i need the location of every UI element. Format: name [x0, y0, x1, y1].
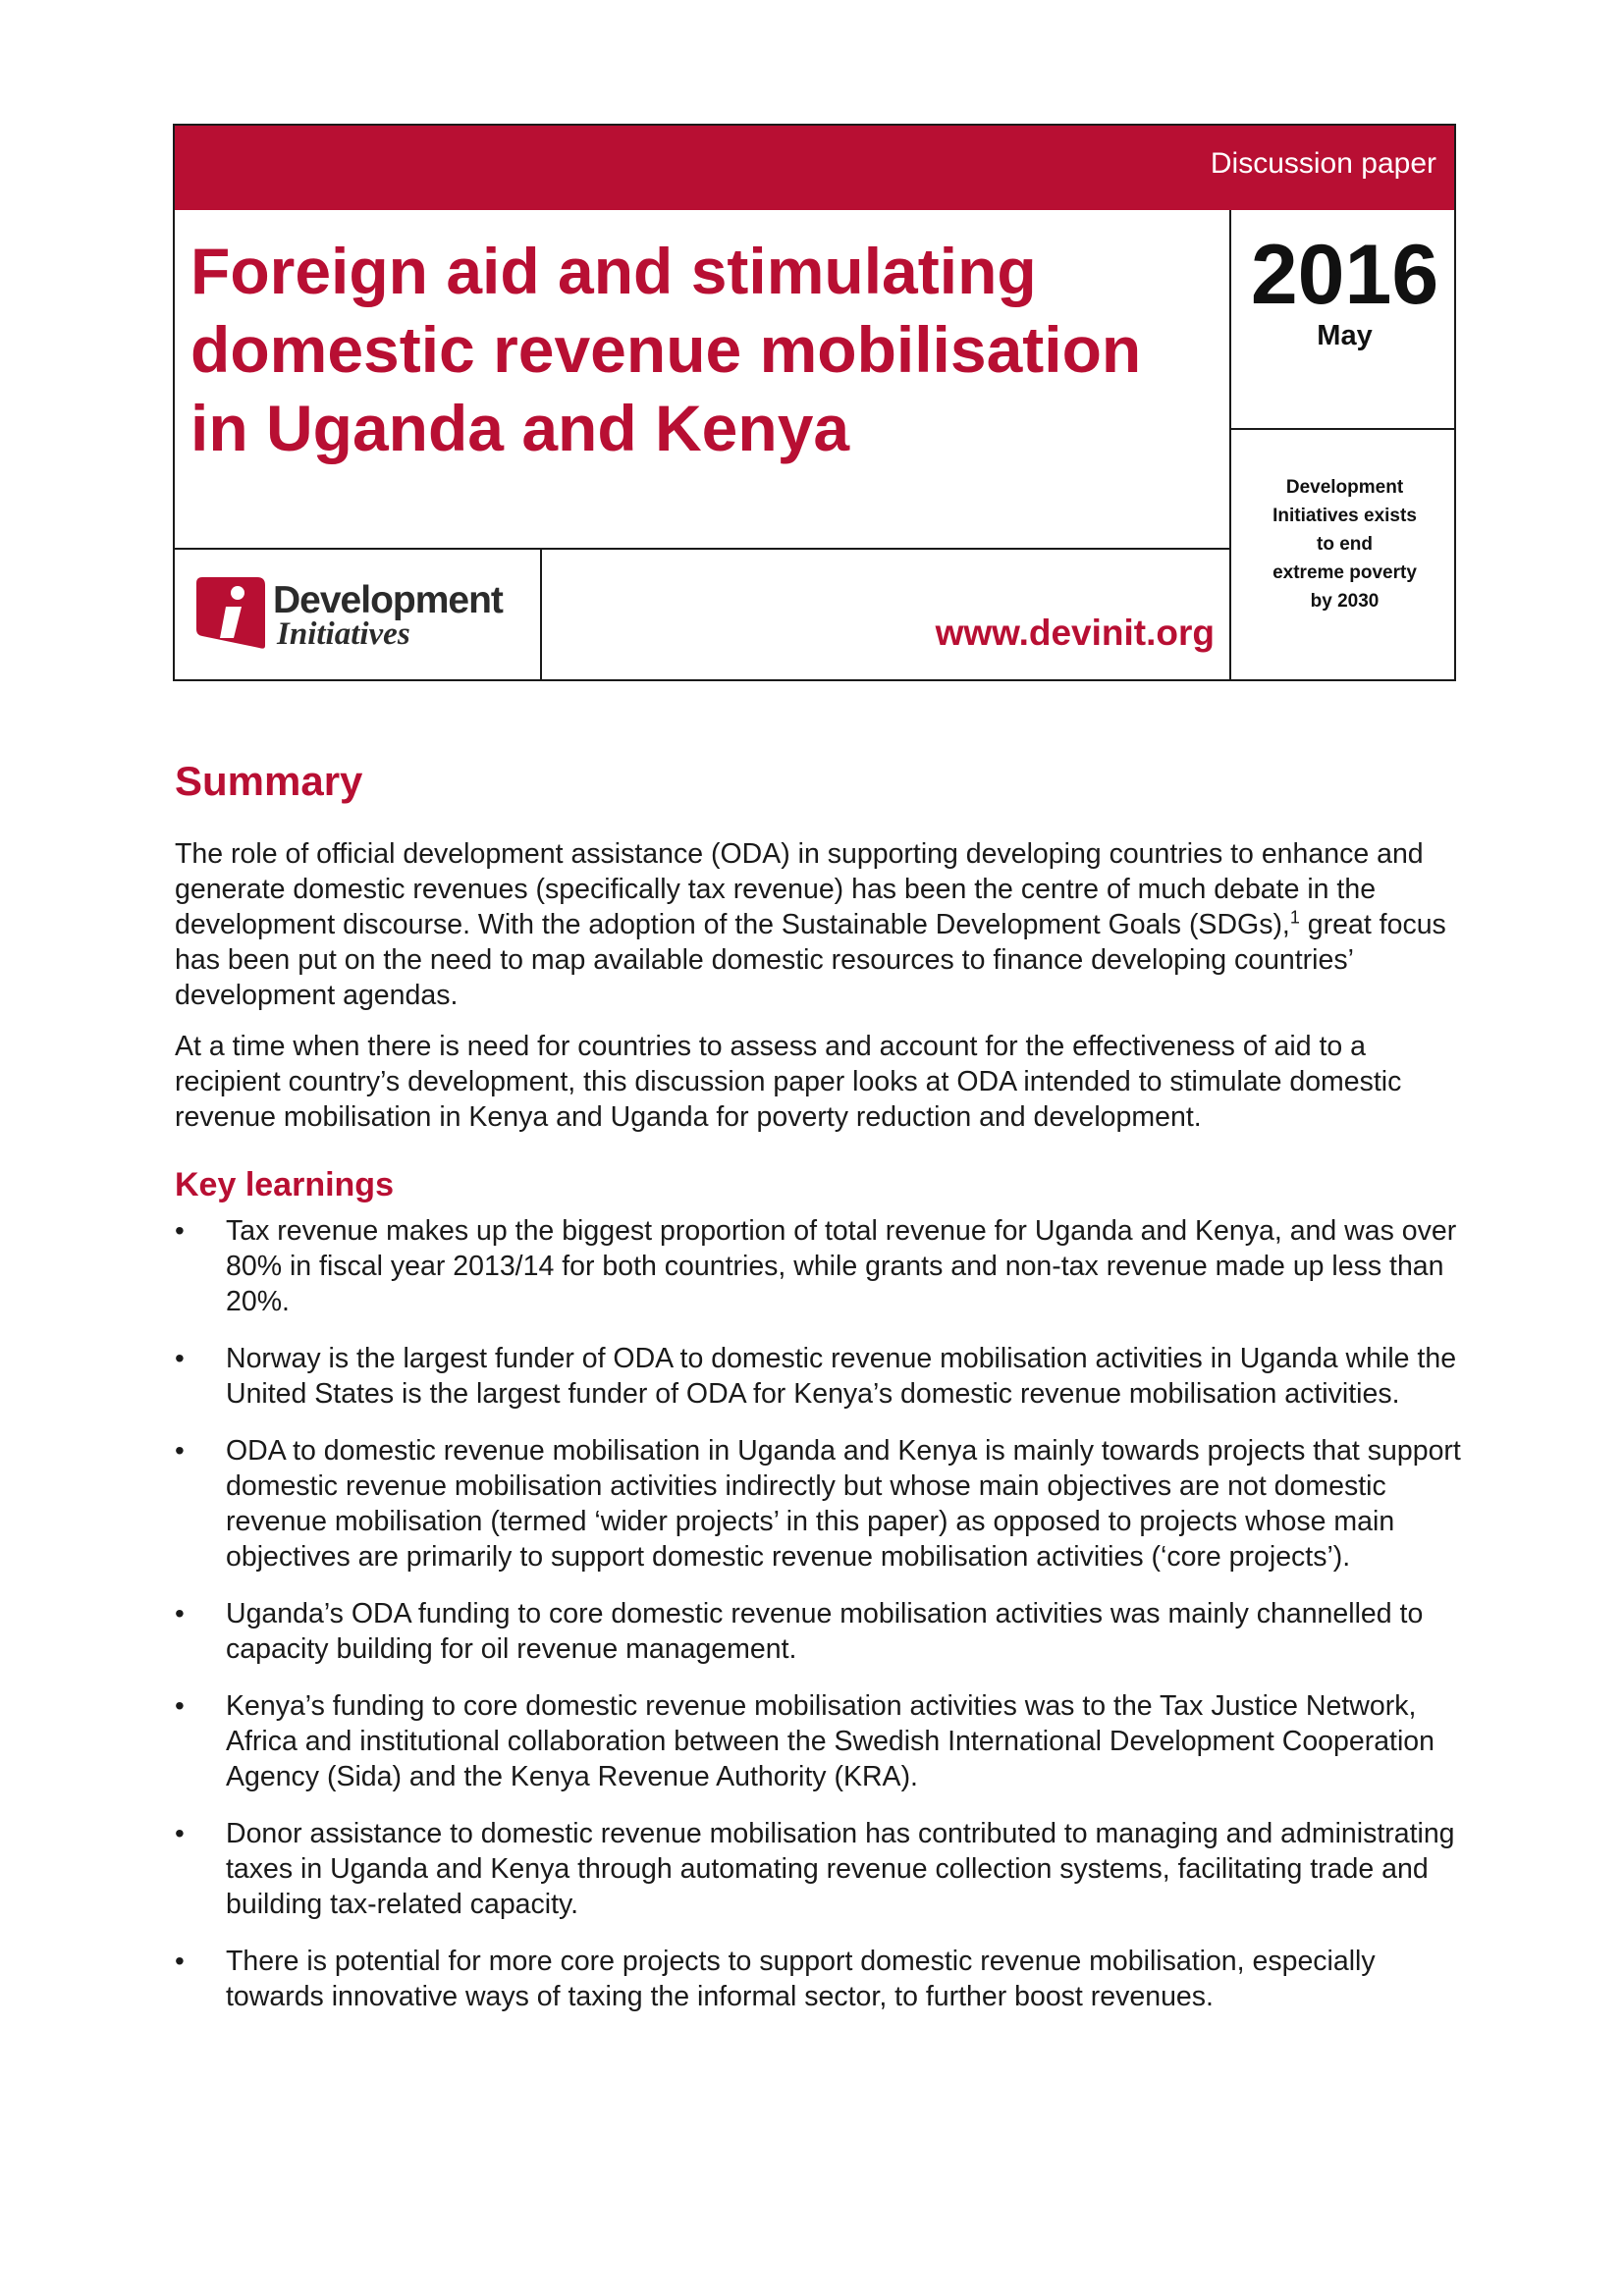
- summary-text: great focus has been put on the need to map available domestic resources to finance developing countries’ development agendas.: [175, 909, 1446, 1011]
- logo-wordmark-line-2: Initiatives: [277, 616, 410, 652]
- bullet-icon: •: [175, 1946, 185, 1976]
- mission-line: by 2030: [1310, 591, 1380, 612]
- publication-year: 2016: [1250, 228, 1439, 322]
- bullet-icon: •: [175, 1598, 185, 1629]
- bullet-icon: •: [175, 1435, 185, 1466]
- list-item-text: ODA to domestic revenue mobilisation in Uganda and Kenya is mainly towards projects that support domestic revenue mobilisation activities indirectly but whose main objectives are not domestic revenue mobilisation (termed ‘wider projects’ in this paper) as opposed to projects whose main objectives are primarily to support domestic revenue mobilisation activities (‘core projects’).: [226, 1435, 1461, 1573]
- summary-paragraph-1: [175, 836, 1451, 1013]
- bullet-icon: •: [175, 1215, 185, 1246]
- key-learnings-list: [175, 1213, 1461, 2036]
- divider: [540, 548, 542, 681]
- document-type-label: Discussion paper: [1210, 147, 1436, 180]
- summary-paragraph-2: At a time when there is need for countries to assess and account for the effectiveness of aid to a recipient country’s development, this discussion paper looks at ODA intended to stimulate domestic revenue mobilisation in Kenya and Uganda for poverty reduction and development.: [175, 1031, 1402, 1133]
- list-item: [175, 1596, 1461, 1667]
- document-title: Foreign aid and stimulating domestic revenue mobilisation in Uganda and Kenya: [190, 235, 1142, 464]
- list-item-text: Uganda’s ODA funding to core domestic revenue mobilisation activities was mainly channelled to capacity building for oil revenue management.: [226, 1598, 1424, 1665]
- cover-header-box: [173, 124, 1456, 681]
- bullet-icon: •: [175, 1343, 185, 1373]
- list-item-text: There is potential for more core projects to support domestic revenue mobilisation, especially towards innovative ways of taxing the informal sector, to further boost revenues.: [226, 1946, 1376, 2012]
- mission-line: to end: [1317, 534, 1373, 555]
- publication-month: May: [1317, 320, 1373, 351]
- website-link[interactable]: www.devinit.org: [935, 613, 1215, 653]
- list-item: [175, 1816, 1461, 1922]
- list-item: [175, 1433, 1461, 1575]
- divider: [1229, 428, 1456, 430]
- logo-mark-icon: [196, 577, 265, 650]
- bullet-icon: •: [175, 1818, 185, 1848]
- list-item: [175, 1944, 1461, 2014]
- list-item-text: Norway is the largest funder of ODA to domestic revenue mobilisation activities in Uganda while the United States is the largest funder of ODA for Kenya’s domestic revenue mobilisation activities.: [226, 1343, 1457, 1410]
- list-item-text: Tax revenue makes up the biggest proportion of total revenue for Uganda and Kenya, and was over 80% in fiscal year 2013/14 for both countries, while grants and non-tax revenue made up less than 20%.: [226, 1215, 1457, 1317]
- mission-statement: [1231, 473, 1458, 615]
- list-item: [175, 1341, 1461, 1412]
- header-banner: [175, 126, 1454, 210]
- list-item: [175, 1213, 1461, 1319]
- logo-wordmark-line-1: Development: [273, 579, 503, 621]
- footnote-marker[interactable]: 1: [1289, 907, 1300, 928]
- summary-heading: Summary: [175, 758, 363, 804]
- mission-line: Initiatives exists: [1272, 506, 1417, 526]
- development-initiatives-logo: [196, 569, 530, 667]
- bullet-icon: •: [175, 1690, 185, 1721]
- summary-text: The role of official development assistance (ODA) in supporting developing countries to enhance and generate domestic revenues (specifically tax revenue) has been the centre of much debate in the development discourse. With the adoption of the Sustainable Development Goals (SDGs),: [175, 838, 1424, 940]
- list-item-text: Donor assistance to domestic revenue mobilisation has contributed to managing and administrating taxes in Uganda and Kenya through automating revenue collection systems, facilitating trade and building tax-related capacity.: [226, 1818, 1455, 1920]
- key-learnings-heading: Key learnings: [175, 1166, 394, 1203]
- mission-line: extreme poverty: [1272, 562, 1417, 583]
- list-item-text: Kenya’s funding to core domestic revenue mobilisation activities was to the Tax Justice Network, Africa and institutional collaboration between the Swedish International Development Cooperation Agency (Sida) and the Kenya Revenue Authority (KRA).: [226, 1690, 1435, 1792]
- divider: [175, 548, 1230, 550]
- mission-line: Development: [1285, 477, 1404, 498]
- list-item: [175, 1688, 1461, 1794]
